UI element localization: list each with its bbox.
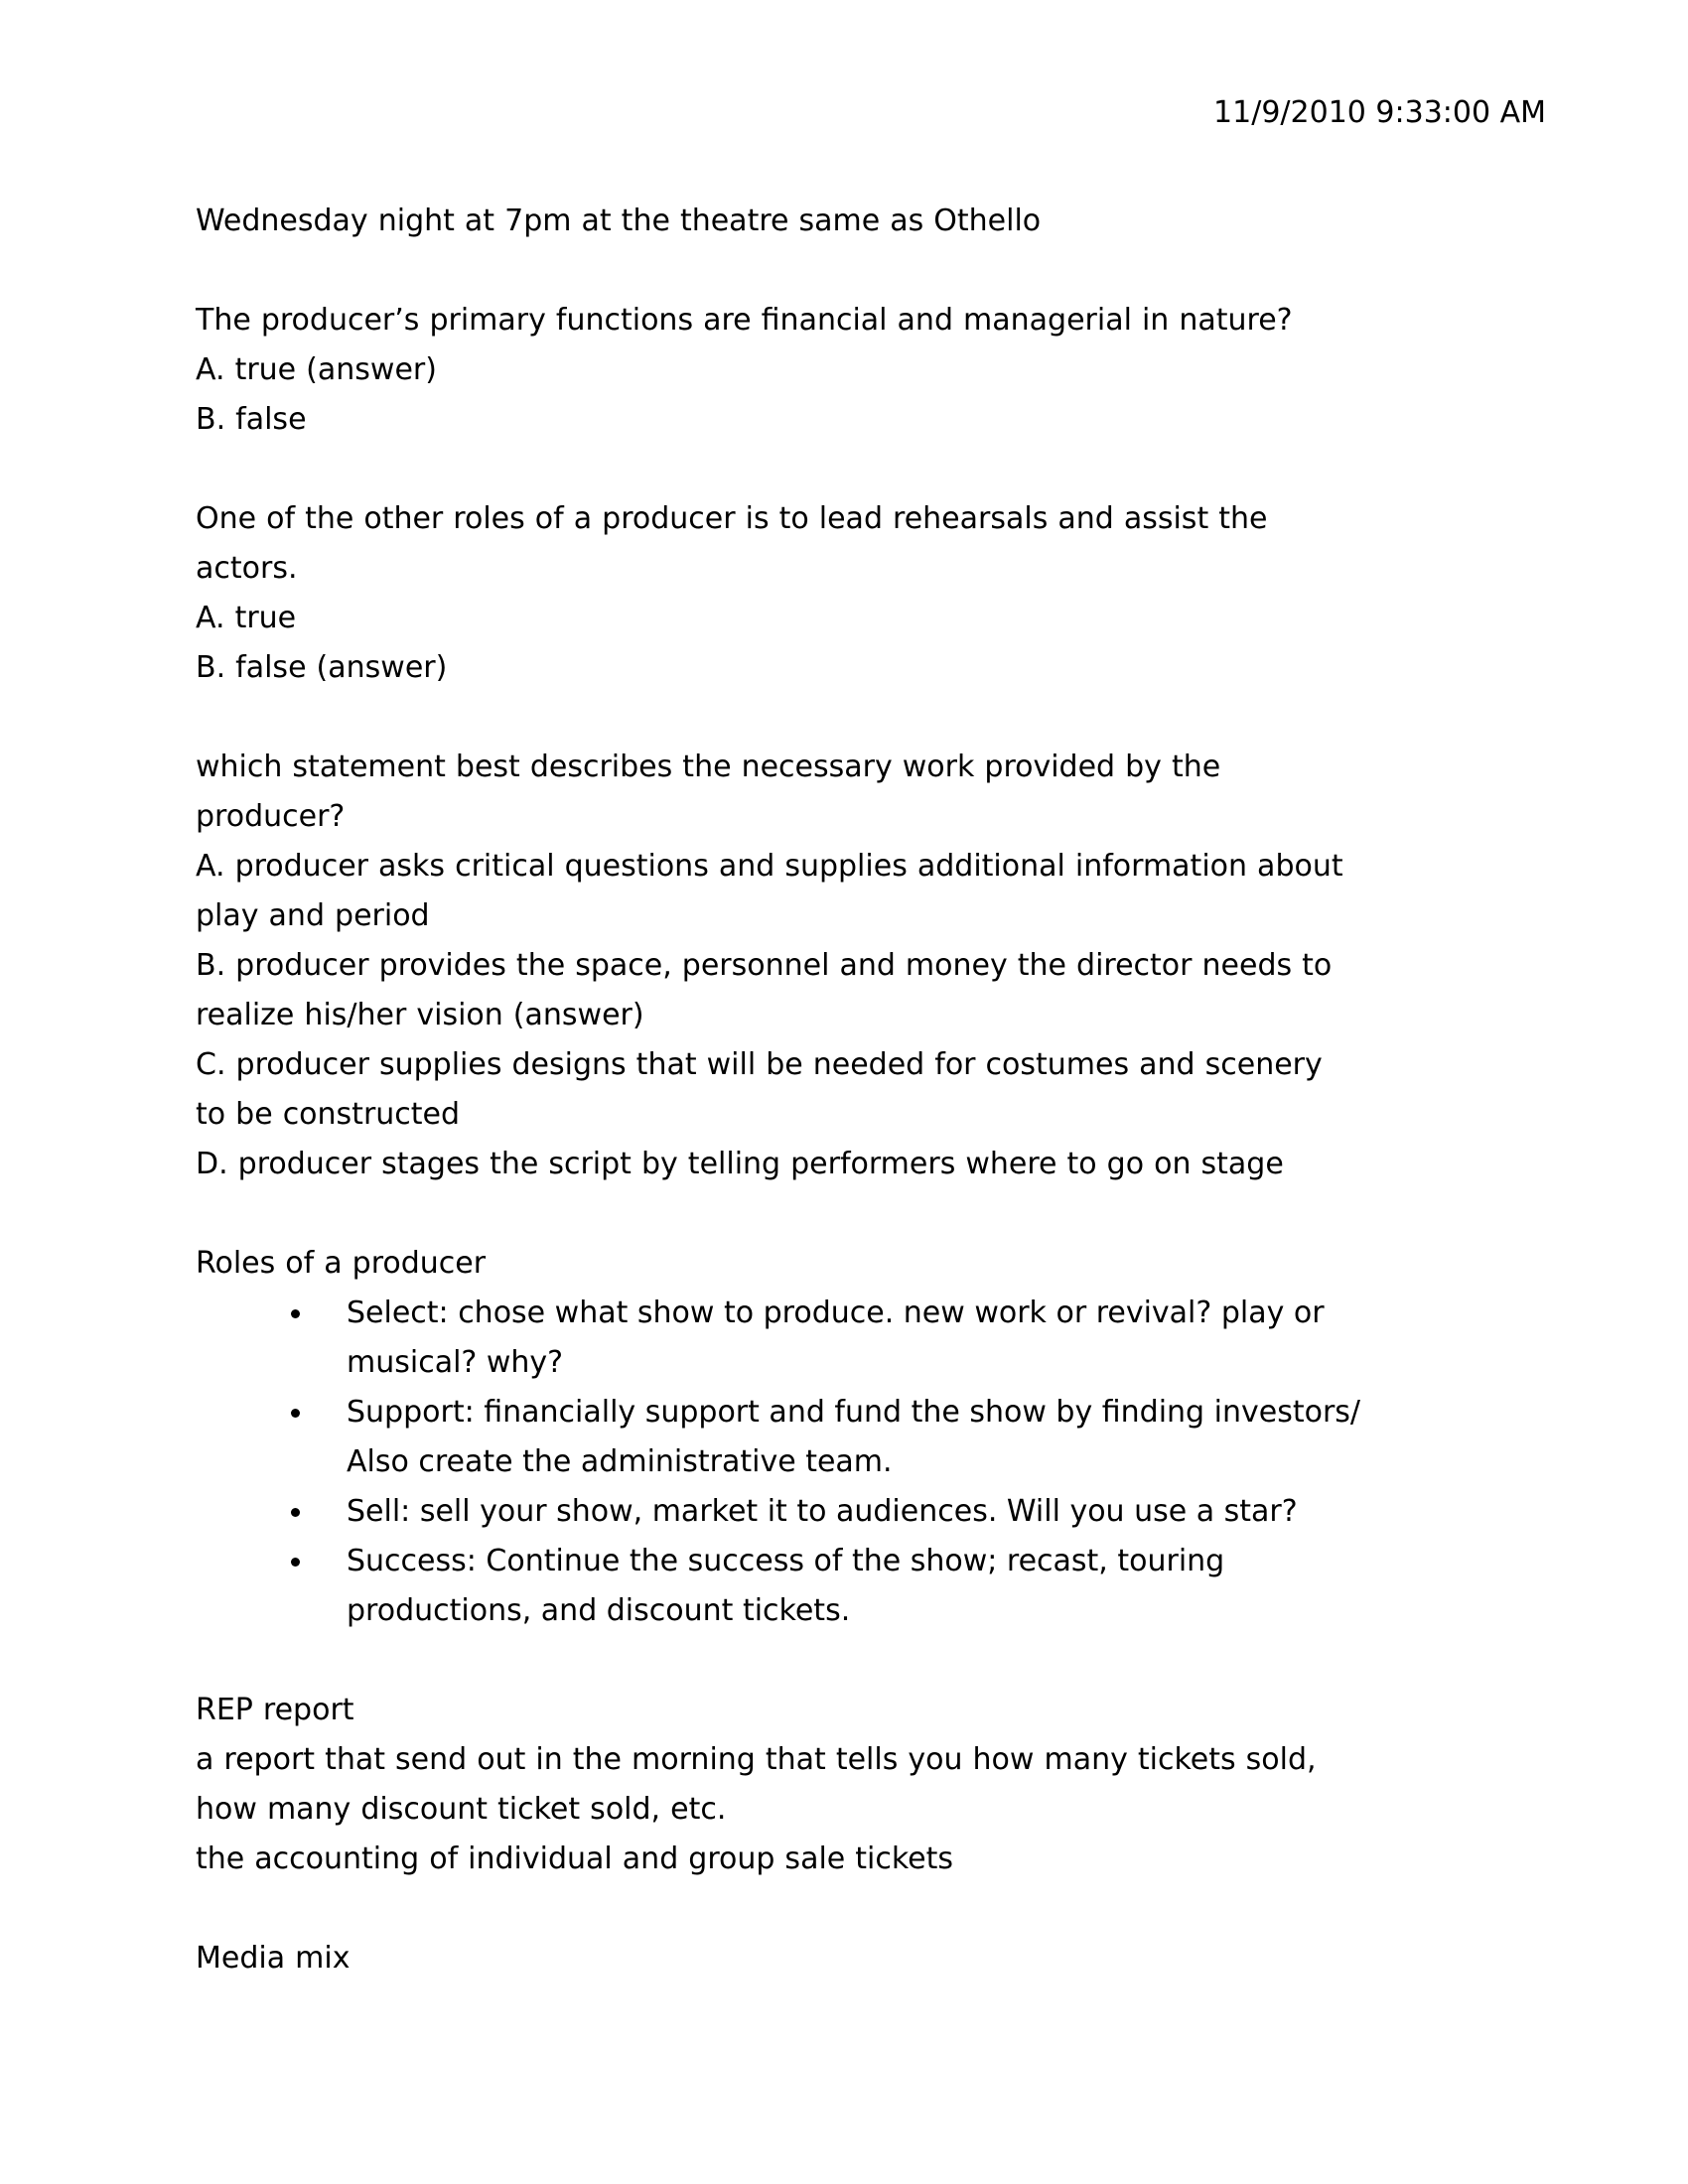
question-2-prompt-line-2: actors.	[196, 551, 298, 586]
question-1-prompt-line-1: The producer’s primary functions are financial and managerial in nature?	[196, 303, 1293, 338]
document-date-header: 11/9/2010 9:33:00 AM	[1213, 95, 1546, 130]
rep-report-line-2: how many discount ticket sold, etc.	[196, 1792, 727, 1827]
spacer	[196, 246, 1506, 296]
bullet-dot-icon	[291, 1309, 300, 1318]
list-item	[196, 1388, 1506, 1487]
list-item	[196, 1289, 1506, 1388]
rep-report-line-3: the accounting of individual and group sale tickets	[196, 1842, 954, 1876]
spacer	[196, 1884, 1506, 1934]
bullet-3-line-1: Sell: sell your show, market it to audiences. Will you use a star?	[347, 1494, 1298, 1529]
intro-line: Wednesday night at 7pm at the theatre same as Othello	[196, 204, 1042, 238]
question-3-option-a-line-1: A. producer asks critical questions and supplies additional information about	[196, 849, 1343, 884]
question-3-option-b-line-1: B. producer provides the space, personnel and money the director needs to	[196, 948, 1333, 983]
rep-report-block	[196, 1636, 1506, 1934]
intro-paragraph	[196, 197, 1506, 296]
roles-heading: Roles of a producer	[196, 1246, 487, 1281]
spacer	[196, 1189, 1506, 1239]
question-2-option-b: B. false (answer)	[196, 650, 448, 685]
question-3-prompt-line-1: which statement best describes the necessary work provided by the	[196, 750, 1221, 784]
question-3-option-c-line-1: C. producer supplies designs that will be needed for costumes and scenery	[196, 1047, 1323, 1082]
rep-report-heading: REP report	[196, 1693, 354, 1727]
list-item	[196, 1537, 1506, 1636]
question-2-option-a: A. true	[196, 601, 297, 635]
roles-heading-paragraph	[196, 1239, 1506, 1289]
roles-bullet-list	[196, 1289, 1506, 1636]
bullet-2-line-1: Support: financially support and fund the show by finding investors/	[347, 1395, 1361, 1430]
question-3-option-a-line-2: play and period	[196, 898, 430, 933]
rep-report-line-1: a report that send out in the morning that tells you how many tickets sold,	[196, 1742, 1317, 1777]
question-block-3	[196, 743, 1506, 1239]
bullet-1-line-1: Select: chose what show to produce. new work or revival? play or	[347, 1296, 1325, 1330]
bullet-dot-icon	[291, 1409, 300, 1418]
spacer	[196, 445, 1506, 494]
bullet-dot-icon	[291, 1508, 300, 1517]
document-body	[196, 197, 1506, 1983]
spacer	[196, 693, 1506, 743]
question-2-prompt-line-1: One of the other roles of a producer is to lead rehearsals and assist the	[196, 501, 1268, 536]
question-block-2	[196, 494, 1506, 743]
question-1-option-a: A. true (answer)	[196, 352, 437, 387]
question-3-option-d: D. producer stages the script by telling performers where to go on stage	[196, 1147, 1284, 1181]
question-3-prompt-line-2: producer?	[196, 799, 346, 834]
list-item	[196, 1487, 1506, 1537]
spacer	[196, 1636, 1506, 1686]
bullet-2-line-2: Also create the administrative team.	[347, 1444, 893, 1479]
bullet-4-line-2: productions, and discount tickets.	[347, 1593, 851, 1628]
bullet-1-line-2: musical? why?	[347, 1345, 564, 1380]
closing-line: Media mix	[196, 1941, 351, 1976]
question-1-option-b: B. false	[196, 402, 307, 437]
question-3-option-b-line-2: realize his/her vision (answer)	[196, 998, 644, 1032]
question-3-option-c-line-2: to be constructed	[196, 1097, 461, 1132]
bullet-dot-icon	[291, 1558, 300, 1567]
closing-block	[196, 1934, 1506, 1983]
bullet-4-line-1: Success: Continue the success of the show; recast, touring	[347, 1544, 1225, 1578]
question-block-1	[196, 296, 1506, 494]
